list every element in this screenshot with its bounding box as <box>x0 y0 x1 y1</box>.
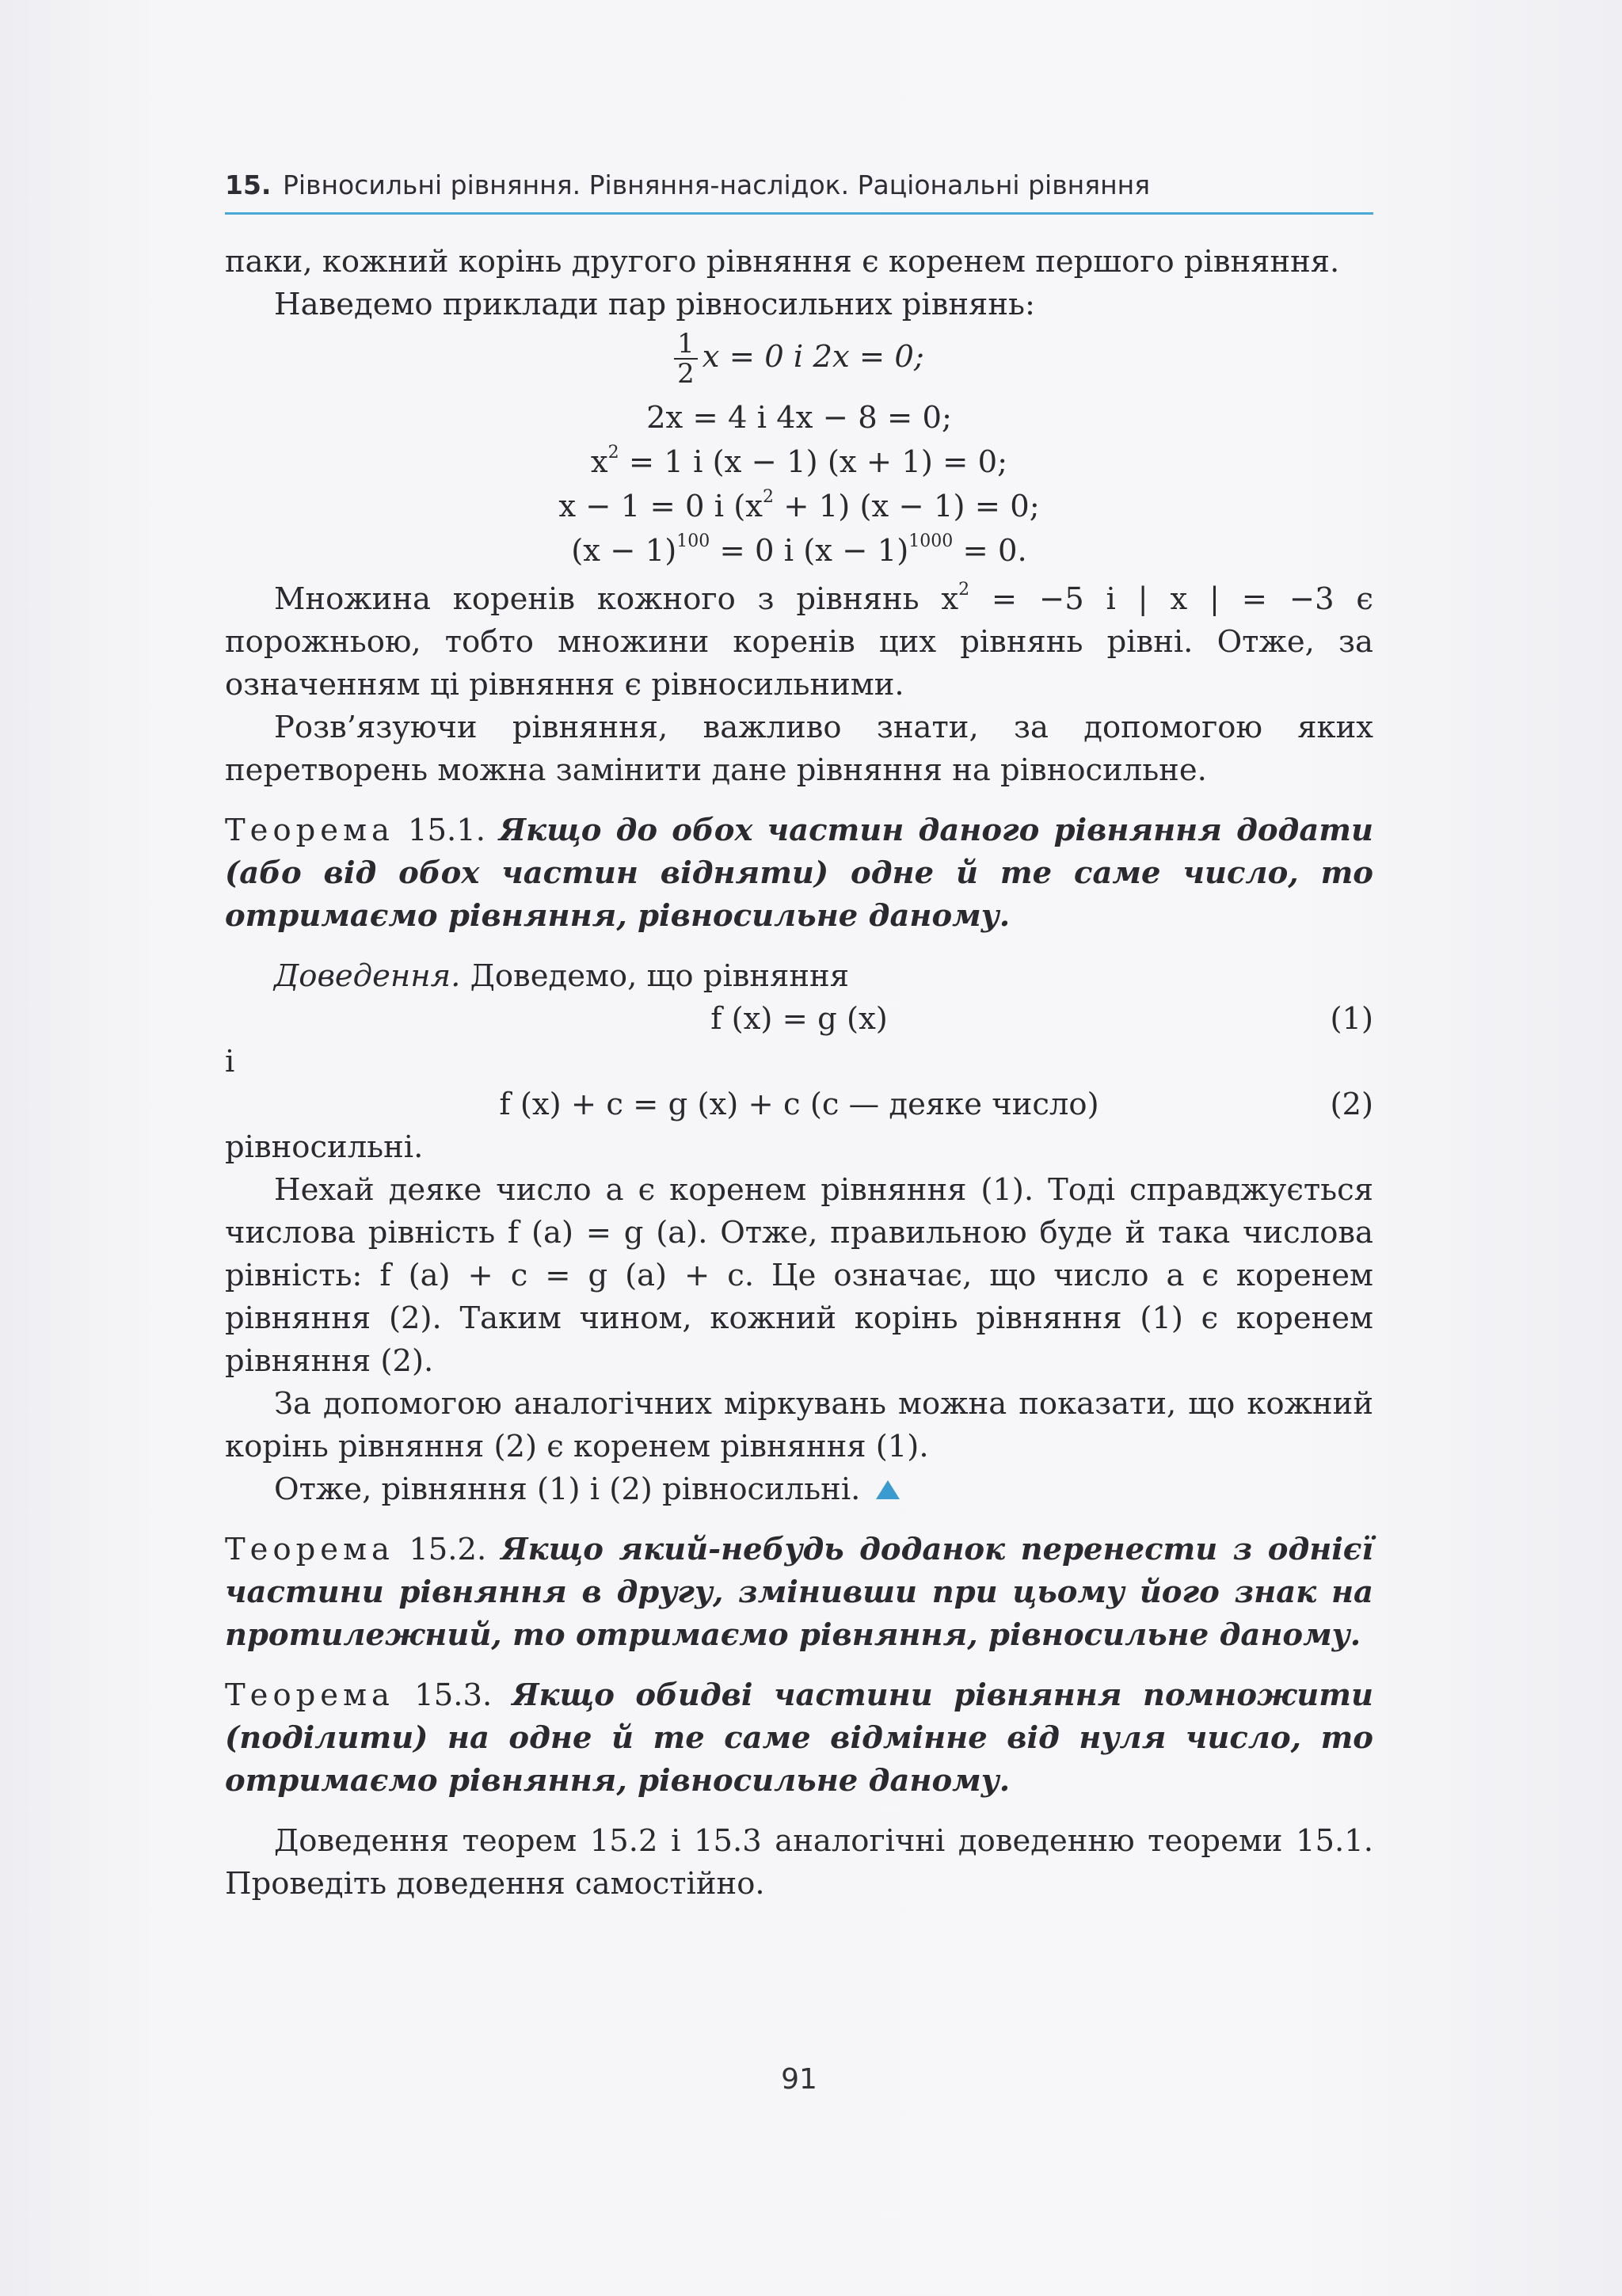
section-title: Рівносильні рівняння. Рівняння-наслідок. Раціональні рівняння <box>282 169 1151 200</box>
formula-example-4: x − 1 = 0 і $(x^2 + 1) (x - 1) = 0$; <box>558 487 1040 524</box>
paragraph-continuation: паки, кожний корінь другого рівняння є коренем першого рівняння. <box>225 244 1340 280</box>
page-number: 91 <box>781 2063 817 2096</box>
formula-example-3: $x^2 = 1$ і (x − 1) (x + 1) = 0; <box>590 443 1008 480</box>
theorem-15-3: Теорема 15.3. Якщо обидві частини рівняння помножити (поділити) на одне й те саме відмінне від нуля число, то отримаємо рівняння, рівносильне даному. <box>225 1677 1373 1799</box>
triangle-qed-icon <box>876 1480 900 1499</box>
equation-2: f (x) + c = g (x) + c (c — деяке число) (2) <box>225 1083 1373 1126</box>
spacer <box>225 938 1373 955</box>
page-body <box>225 241 1373 1906</box>
conjunction: і <box>225 1044 235 1079</box>
paragraph-analogous: За допомогою аналогічних міркувань можна показати, що кожний корінь рівняння (2) є коренем рівняння (1). <box>225 1386 1373 1464</box>
formula-example-1: $\frac{1}{2}$ x = 0 і 2x = 0; <box>225 326 1373 388</box>
equation-1: f (x) = g (x) (1) <box>225 998 1373 1041</box>
equation-1-tag: (1) <box>1330 1001 1373 1037</box>
paragraph-transformations: Розв’язуючи рівняння, важливо знати, за допомогою яких перетворень можна замінити дане рівняння на рівносильне. <box>225 710 1373 788</box>
textbook-page <box>225 0 1373 2296</box>
formula-example-5: $(x - 1)^{100} = 0$ і $(x - 1)^{1000} = 0$. <box>571 531 1027 569</box>
theorem-15-2: Теорема 15.2. Якщо який-небудь доданок перенести з однієї частини рівняння в другу, змінивши при цьому його знак на протилежний, то отримаємо рівняння, рівносильне даному. <box>225 1532 1373 1653</box>
paragraph-empty-sets: Множина коренів кожного з рівнянь $x^2 = -5$ і | x | = −3 є порожньою, тобто множини коренів цих рівнянь рівні. Отже, за означенням ці рівняння є рівносильними. <box>225 580 1373 703</box>
formula-example-2: 2x = 4 і 4x − 8 = 0; <box>646 400 952 436</box>
equation-2-tag: (2) <box>1330 1087 1373 1122</box>
paragraph-proof-body: Нехай деяке число a є коренем рівняння (1). Тоді справджується числова рівність f (a) = g (a). Отже, правильною буде й така числова рівність: f (a) + c = g (a) + c. Це означає, що число a є коренем рівняння (2). Таким чином, кожний корінь рівняння (1) є коренем рівняння (2). <box>225 1172 1373 1379</box>
paragraph-equivalent: рівносильні. <box>225 1129 424 1165</box>
proof-intro: Доведення. Доведемо, що рівняння <box>274 958 849 994</box>
spacer <box>225 1803 1373 1820</box>
paragraph-final: Доведення теорем 15.2 і 15.3 аналогічні доведенню теореми 15.1. Проведіть доведення самостійно. <box>225 1823 1373 1902</box>
paragraph-conclusion: Отже, рівняння (1) і (2) рівносильні. <box>225 1468 1373 1511</box>
running-header <box>225 169 1373 217</box>
theorem-15-1: Теорема 15.1. Якщо до обох частин даного рівняння додати (або від обох частин відняти) одне й те саме число, то отримаємо рівняння, рівносильне даному. <box>225 813 1373 934</box>
header-rule <box>225 212 1373 215</box>
paragraph-examples-intro: Наведемо приклади пар рівносильних рівнянь: <box>274 287 1035 322</box>
fraction-one-half: $\frac{1}{2}$ <box>674 329 698 388</box>
section-number: 15. <box>225 169 272 200</box>
